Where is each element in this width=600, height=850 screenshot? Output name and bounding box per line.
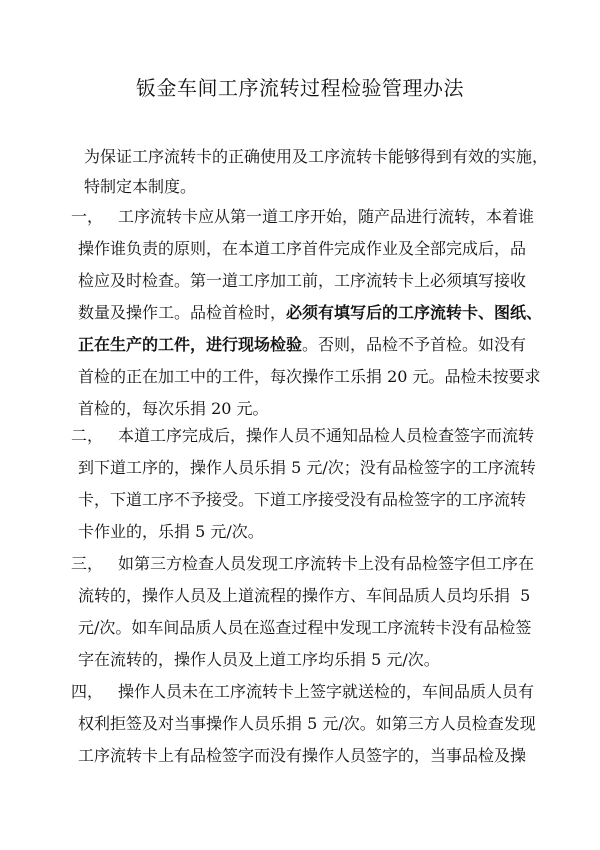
clause-line: 首检的正在加工中的工件，每次操作工乐捐 20 元。品检未按要求	[78, 367, 541, 386]
clause-line	[78, 297, 558, 329]
clause-body	[78, 548, 558, 676]
clause-line: 字在流转的，操作人员及上道工序均乐捐 5 元/次。	[78, 650, 440, 669]
document-title: 钣金车间工序流转过程检验管理办法	[136, 76, 464, 100]
intro-text-2: 特制定本制度。	[84, 177, 197, 196]
clause-line: 工序流转卡应从第一道工序开始，随产品进行流转，本着谁	[118, 207, 535, 226]
clause-line: 本道工序完成后，操作人员不通知品检人员检查签字而流转	[118, 426, 535, 445]
clause-body	[78, 420, 558, 548]
intro-paragraph-line-1	[84, 142, 554, 172]
clause-number: 一，	[71, 207, 104, 226]
clause-line: 权利拒签及对当事操作人员乐捐 5 元/次。如第三方人员检查发现	[78, 714, 536, 733]
clause-number: 四，	[71, 682, 104, 701]
clause-number: 二，	[71, 426, 104, 445]
clause-line: 如第三方检查人员发现工序流转卡上没有品检签字但工序在	[118, 554, 535, 573]
clause-emphasis: 必须有填写后的工序流转卡、图纸、	[286, 303, 543, 322]
clause-line: 检应及时检查。第一道工序加工前，工序流转卡上必须填写接收	[78, 271, 527, 290]
clause-line: 操作谁负责的原则，在本道工序首件完成作业及全部完成后，品	[78, 239, 527, 258]
clause-line: 首检的，每次乐捐 20 元。	[78, 399, 269, 418]
clause-line: 卡，下道工序不予接受。下道工序接受没有品检签字的工序流转	[78, 490, 527, 509]
clause-line: 操作人员未在工序流转卡上签字就送检的，车间品质人员有	[118, 682, 535, 701]
clause-number: 三，	[71, 554, 104, 573]
clause-line	[78, 329, 558, 361]
clause-text: 数量及操作工。品检首检时，	[78, 303, 287, 322]
clause-line: 元/次。如车间品质人员在巡查过程中发现工序流转卡没有品检签	[78, 618, 532, 637]
intro-paragraph-line-2	[84, 172, 196, 202]
clause-emphasis: 正在生产的工件，进行现场检验	[78, 335, 303, 354]
clause-line: 工序流转卡上有品检签字而没有操作人员签字的，当事品检及操	[78, 746, 527, 765]
intro-text-1: 为保证工序流转卡的正确使用及工序流转卡能够得到有效的实施，	[84, 147, 549, 166]
clause-line: 卡作业的，乐捐 5 元/次。	[78, 522, 264, 541]
clause-body	[78, 676, 558, 772]
clause-text: 。否则，品检不予首检。如没有	[302, 335, 527, 354]
clause-line: 到下道工序的，操作人员乐捐 5 元/次；没有品检签字的工序流转	[78, 458, 536, 477]
clause-line: 流转的，操作人员及上道流程的操作方、车间品质人员均乐捐 5	[78, 586, 531, 605]
clause-body	[78, 201, 558, 425]
